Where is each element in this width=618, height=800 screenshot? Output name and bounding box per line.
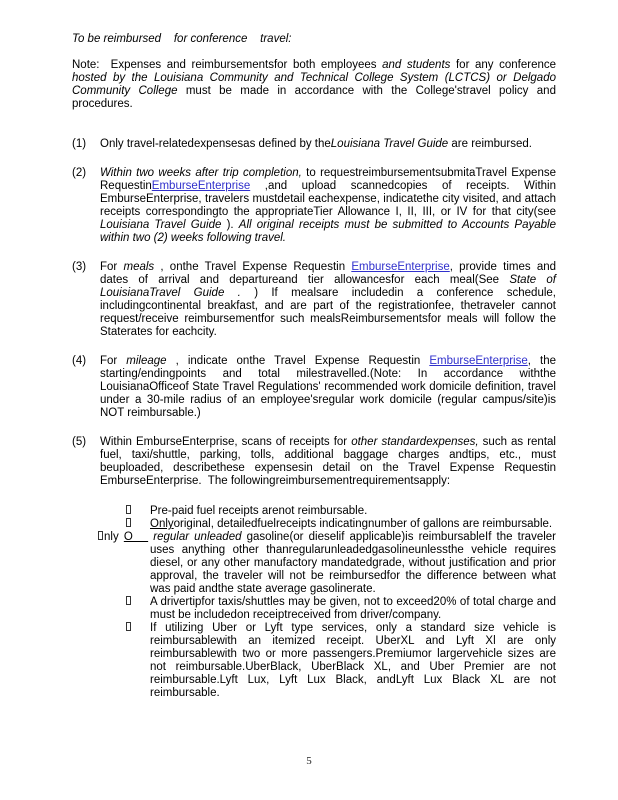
text-run: gasoline(or dieselif applicable)is reimbursableIf the traveler uses anything other thanregularunleadedgasolineunlessthe vehicle requires diesel, or any other manufactory mandatedgrade, without justification and prior approval, the traveler will not be reimbursedfor the difference between what was paid andthe state average gasolinerate. — [150, 531, 557, 595]
text-run: mileage — [126, 355, 167, 367]
page-content — [72, 33, 556, 700]
text-run: For — [100, 355, 127, 367]
item-text — [100, 138, 556, 151]
text-run: original, detailedfuelreceipts indicatingnumber of gallons are reimbursable. — [173, 518, 553, 530]
text-run: other standardexpenses, — [351, 436, 479, 448]
text-run: for any conference — [450, 59, 557, 71]
text-run: State of LouisianaTravel Guide . — [100, 274, 557, 299]
square-bullet-icon — [126, 622, 131, 631]
text-run: must be made in accordance with the College'stravel policy and procedures. — [72, 85, 556, 110]
text-run: are reimbursed. — [448, 138, 532, 150]
note-paragraph — [72, 59, 556, 111]
text-run: regular unleaded — [153, 531, 242, 543]
text-run: , indicate onthe Travel Expense Requestin — [166, 355, 430, 367]
item-number: (5) — [72, 436, 87, 448]
square-bullet-icon — [126, 518, 131, 527]
item-number: (4) — [72, 355, 87, 367]
item-text — [100, 167, 556, 245]
emburse-enterprise-link[interactable]: EmburseEnterprise — [429, 355, 528, 367]
item-number: (3) — [72, 261, 87, 273]
bullet-text — [150, 505, 367, 517]
list-item — [72, 436, 556, 700]
text-run: O — [123, 531, 149, 543]
list-item — [72, 138, 556, 151]
text-run: Pre-paid fuel receipts arenot reimbursable. — [150, 505, 368, 517]
text-run: Within EmburseEnterprise, scans of receipts for — [100, 436, 352, 448]
bullet-item — [100, 622, 556, 700]
emburse-enterprise-link[interactable]: EmburseEnterprise — [351, 261, 450, 273]
bullet-item — [100, 531, 556, 596]
text-run: ) If mealsare includedin a conference schedule, includingcontinental breakfast, and are part of the registrationfee, thetraveler cannot request/receive reimbursementfor such mealsReimbursementsfor meals will follow the Staterates for eachcity. — [100, 287, 556, 338]
text-run: and students — [382, 59, 451, 71]
bullet-text — [150, 596, 556, 621]
text-run: All original receipts must be submitted to Accounts Payable within two (2) weeks following travel. — [100, 219, 556, 244]
bullet-text — [104, 531, 556, 595]
text-run: hosted by the Louisiana Community and Technical College System (LCTCS) or Delgado Community College — [72, 72, 556, 97]
text-run: Only travel-relatedexpensesas defined by the — [100, 138, 331, 150]
text-run: For — [100, 261, 124, 273]
text-run: To be reimbursed for conference travel: — [72, 33, 292, 45]
text-run: Only — [150, 518, 174, 530]
text-run: ). — [221, 219, 239, 231]
text-run: to requestreimbursementsubmitaTravel Expense Requestin — [100, 167, 556, 192]
text-run: meals — [123, 261, 155, 273]
square-bullet-icon — [126, 596, 131, 605]
text-run: A drivertipfor taxis/shuttles may be given, not to exceed20% of total charge and must be includedon receiptreceived from driver/company. — [150, 596, 556, 621]
list-item — [72, 261, 556, 339]
text-run: Louisiana Travel Guide — [330, 138, 449, 150]
text-run: ,and upload scannedcopies of receipts. Within EmburseEnterprise, travelers mustdetail eachexpense, indicatethe city visited, and attach receipts correspondingto the appropriateTier Allowance I, II, III, or IV for that city(see — [100, 180, 556, 218]
bullet-text — [150, 518, 552, 530]
text-run: Within two weeks after trip completion, — [100, 167, 307, 179]
item-text — [100, 261, 556, 339]
item-number: (1) — [72, 138, 87, 150]
item-text — [100, 355, 556, 420]
text-run: nly — [104, 531, 124, 543]
text-run: If utilizing Uber or Lyft type services, only a standard size vehicle is reimbursablewith an itemized receipt. UberXL and Lyft Xl are only reimbursablewith two or more passengers.Premiumor largervehicle sizes are not reimbursable.UberBlack, UberBlack XL, and Uber Premier are not reimbursable.Lyft Lux, Lyft Lux Black, andLyft Lux Black XL are not reimbursable. — [150, 622, 556, 699]
text-run: such as rental fuel, taxi/shuttle, parking, tolls, additional baggage charges andtips, etc., must beuploaded, describethese expensesin detail on the Travel Expense Requestin EmburseEnterprise. The followingreimbursementrequirementsapply: — [100, 436, 556, 487]
bullet-item — [100, 596, 556, 622]
bullet-item — [100, 505, 556, 518]
item-number: (2) — [72, 167, 87, 179]
text-run: Louisiana Travel Guide — [100, 219, 222, 231]
text-run: , onthe Travel Expense Requestin — [154, 261, 352, 273]
text-run: , the starting/endingpoints and total milestravelled.(Note: In accordance withthe LouisianaOfficeof State Travel Regulations' recommended work domicile definition, travel under a 30-mile radius of an employee'sregular work domicile (regular campus/site)is NOT reimbursable.) — [100, 355, 556, 419]
bullet-list — [100, 505, 556, 700]
item-text — [100, 436, 556, 700]
text-run: Note: Expenses and reimbursementsfor both employees — [72, 59, 383, 71]
text-run: , provide times and dates of arrival and departureand tier allowancesfor each meal(See — [100, 261, 557, 286]
bullet-item — [100, 518, 556, 531]
numbered-list — [72, 138, 556, 700]
bullet-text — [150, 622, 556, 699]
page-number: 5 — [306, 755, 312, 767]
emburse-enterprise-link[interactable]: EmburseEnterprise — [151, 180, 251, 192]
list-item — [72, 355, 556, 420]
square-bullet-icon — [98, 531, 103, 540]
section-heading — [72, 33, 556, 46]
list-item — [72, 167, 556, 245]
square-bullet-icon — [126, 505, 131, 514]
